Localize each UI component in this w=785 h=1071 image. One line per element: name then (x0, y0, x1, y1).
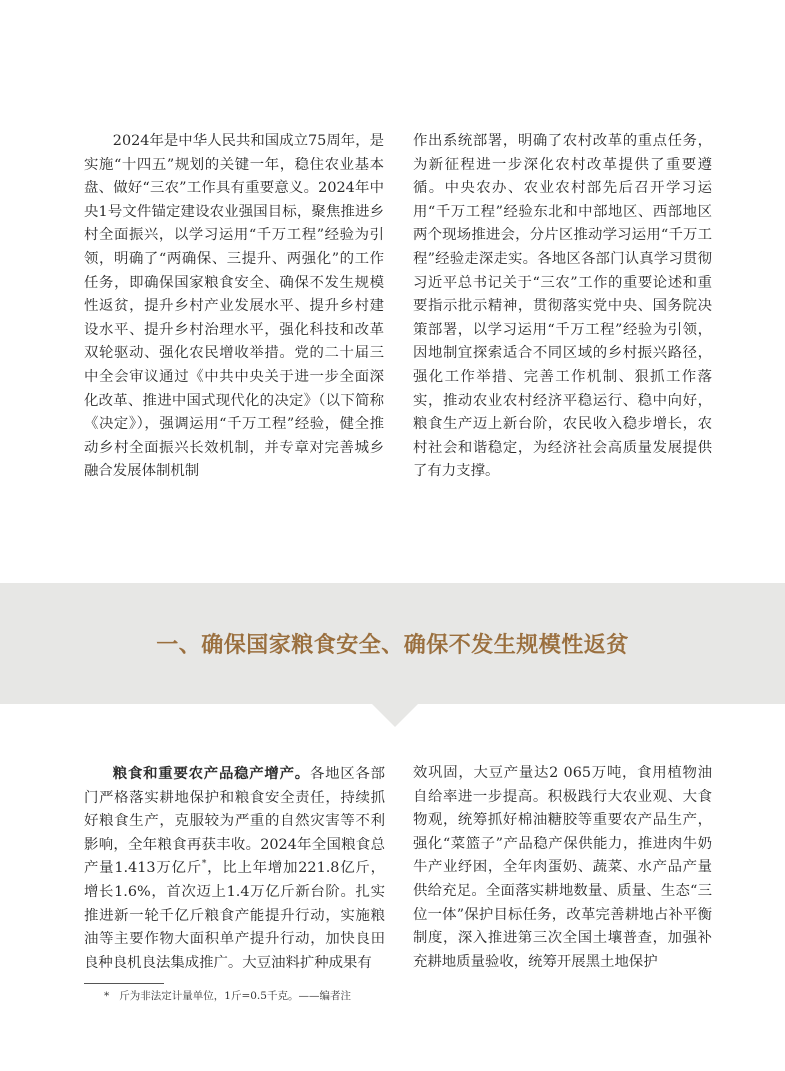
section-title: 一、确保国家粮食安全、确保不发生规模性返贫 (156, 632, 629, 658)
paragraph-text-part1: 各地区各部门严格落实耕地保护和粮食安全责任，持续抓好粮食生产，克服较为严重的自然灾害等不利影响，全年粮食再获丰收。2024年全国粮食总产量1.413万亿斤 (84, 766, 385, 877)
paragraph-lead-heading: 粮食和重要农产品稳产增产。 (112, 765, 310, 782)
footnote (104, 989, 404, 1003)
section-column-left (84, 762, 385, 975)
footnote-mark: * (104, 990, 110, 1002)
footnote-reference-mark: * (201, 859, 207, 870)
footnote-divider (84, 983, 164, 984)
intro-column-right (413, 130, 712, 484)
section-column-right (413, 762, 712, 974)
section-band-notch (371, 703, 419, 727)
intro-column-left (84, 130, 384, 484)
intro-paragraph-continued: 作出系统部署，明确了农村改革的重点任务，为新征程进一步深化农村改革提供了重要遵循。中央农办、农业农村部先后召开学习运用“千万工程”经验东北和中部地区、西部地区两个现场推进会，分片区推动学习运用“千万工程”经验走深走实。各地区各部门认真学习贯彻习近平总书记关于“三农”工作的重要论述和重要指示批示精神，贯彻落实党中央、国务院决策部署，以学习运用“千万工程”经验为引领，因地制宜探索适合不同区域的乡村振兴路径，强化工作举措、完善工作机制、狠抓工作落实，推动农业农村经济平稳运行、稳中向好，粮食生产迈上新台阶，农民收入稳步增长，农村社会和谐稳定，为经济社会高质量发展提供了有力支撑。 (413, 133, 712, 480)
intro-paragraph-start: 2024年是中华人民共和国成立75周年，是实施“十四五”规划的关键一年，稳住农业基本盘、做好“三农”工作具有重要意义。2024年中央1号文件锚定建设农业强国目标，聚焦推进乡村全面振兴，以学习运用“千万工程”经验为引领，明确了“两确保、三提升、两强化”的工作任务，即确保国家粮食安全、确保不发生规模性返贫，提升乡村产业发展水平、提升乡村建设水平、提升乡村治理水平，强化科技和改革双轮驱动、强化农民增收举措。党的二十届三中全会审议通过《中共中央关于进一步全面深化改革、推进中国式现代化的决定》（以下简称《决定》），强调运用“千万工程”经验，健全推动乡村全面振兴长效机制，并专章对完善城乡融合发展体制机制 (84, 133, 384, 480)
section-paragraph-start (84, 762, 385, 975)
footnote-text: 斤为非法定计量单位，1斤=0.5千克。——编者注 (119, 990, 351, 1002)
section-paragraph-continued: 效巩固，大豆产量达2 065万吨，食用植物油自给率进一步提高。积极践行大农业观、大食物观，统筹抓好棉油糖胶等重要农产品生产，强化“菜篮子”产品稳产保供能力，推进肉牛奶牛产业纾困，全年肉蛋奶、蔬菜、水产品产量供给充足。全面落实耕地数量、质量、生态“三位一体”保护目标任务，改革完善耕地占补平衡制度，深入推进第三次全国土壤普查，加强补充耕地质量验收，统筹开展黑土地保护 (413, 765, 712, 970)
paragraph-text-part2: ，比上年增加221.8亿斤，增长1.6%，首次迈上1.4万亿斤新台阶。扎实推进新一轮千亿斤粮食产能提升行动，实施粮油等主要作物大面积单产提升行动，加快良田良种良机良法集成推广。大豆油料扩种成果有 (84, 860, 385, 971)
